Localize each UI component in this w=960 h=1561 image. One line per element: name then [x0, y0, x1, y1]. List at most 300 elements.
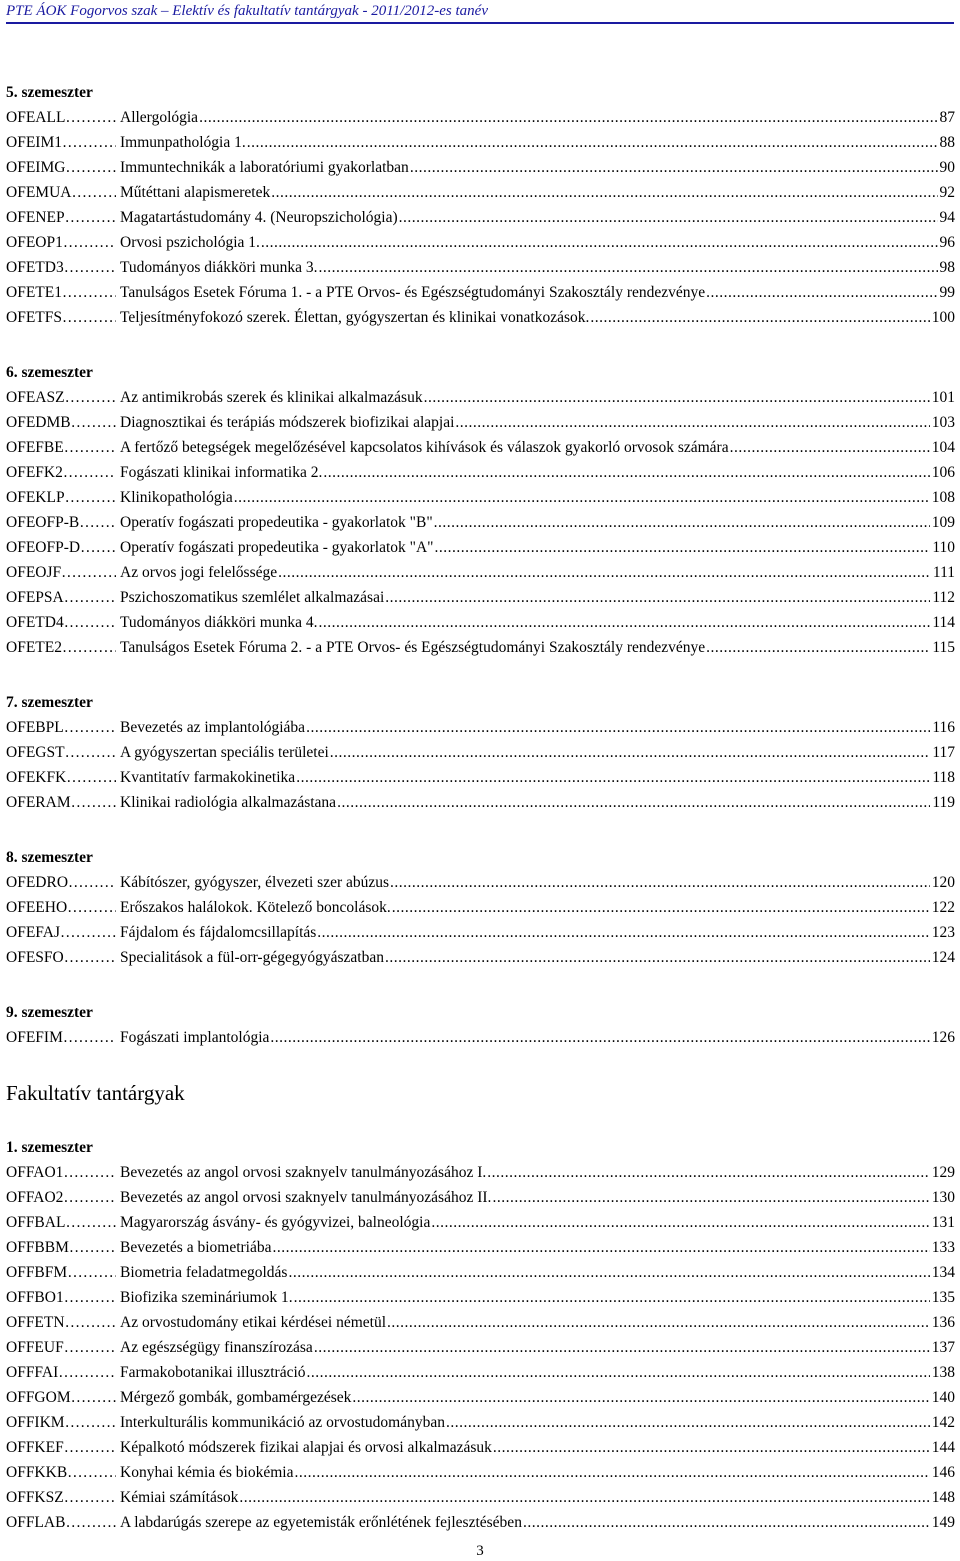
toc-entry[interactable]	[6, 510, 955, 535]
toc-entry[interactable]	[6, 460, 955, 485]
leader-dots	[330, 740, 931, 765]
course-code: OFFBO1	[6, 1289, 64, 1306]
leader-dots	[62, 280, 116, 305]
course-code: OFEOFP-D	[6, 539, 81, 556]
leader-dots	[390, 870, 930, 895]
leader-dots	[67, 1460, 116, 1485]
course-code-column	[6, 180, 116, 205]
toc-entry[interactable]	[6, 870, 955, 895]
course-code: OFFGOM	[6, 1389, 71, 1406]
course-code: OFFBFM	[6, 1264, 68, 1281]
course-code-column	[6, 1360, 116, 1385]
leader-dots	[247, 130, 938, 155]
page-ref: 112	[932, 589, 955, 606]
course-title: A labdarúgás szerepe az egyetemisták erőnlétének fejlesztésében	[120, 1514, 522, 1531]
course-title: Kémiai számítások	[120, 1489, 239, 1506]
page-ref: 123	[931, 924, 955, 941]
course-code-column	[6, 485, 116, 510]
course-code-column	[6, 920, 116, 945]
leader-dots	[65, 1210, 116, 1235]
leader-dots	[63, 1160, 116, 1185]
course-code-column	[6, 1025, 116, 1050]
page-ref: 117	[932, 744, 955, 761]
leader-dots	[399, 205, 938, 230]
leader-dots	[71, 410, 116, 435]
page-number: 3	[476, 1543, 484, 1559]
page-ref: 101	[931, 389, 955, 406]
course-code-column	[6, 1260, 116, 1285]
course-code-column	[6, 205, 116, 230]
course-code-column	[6, 1385, 116, 1410]
course-code: OFEFBE	[6, 439, 64, 456]
leader-dots	[65, 1510, 116, 1535]
leader-dots	[63, 460, 116, 485]
page-ref: 88	[939, 134, 955, 151]
toc-entry[interactable]	[6, 635, 955, 660]
leader-dots	[234, 485, 930, 510]
leader-dots	[492, 1185, 929, 1210]
page-ref: 96	[939, 234, 955, 251]
course-code-column	[6, 280, 116, 305]
toc-entry[interactable]	[6, 610, 955, 635]
course-title: Immuntechnikák a laboratóriumi gyakorlatban	[120, 159, 409, 176]
toc-entry[interactable]	[6, 1185, 955, 1210]
course-title: Allergológia	[120, 109, 199, 126]
course-code-column	[6, 1435, 116, 1460]
page-ref: 114	[932, 614, 955, 631]
page-ref: 99	[939, 284, 955, 301]
leader-dots	[730, 435, 930, 460]
toc-entry[interactable]	[6, 895, 955, 920]
leader-dots	[65, 485, 116, 510]
page-ref: 133	[931, 1239, 955, 1256]
leader-dots	[455, 410, 929, 435]
page-ref: 104	[931, 439, 955, 456]
course-title: Interkulturális kommunikáció az orvostudományban	[120, 1414, 445, 1431]
course-code-column	[6, 1285, 116, 1310]
course-title: Operatív fogászati propedeutika - gyakorlatok "B"	[120, 514, 433, 531]
toc-entry[interactable]	[6, 560, 955, 585]
page-ref: 140	[931, 1389, 955, 1406]
semester-heading: 5. szemeszter	[6, 84, 93, 101]
toc-entry[interactable]	[6, 180, 955, 205]
leader-dots	[706, 280, 937, 305]
toc-entry[interactable]	[6, 765, 955, 790]
toc-entry[interactable]	[6, 1210, 955, 1235]
page-ref: 144	[931, 1439, 955, 1456]
leader-dots	[487, 1160, 929, 1185]
toc-entry[interactable]	[6, 1160, 955, 1185]
course-code: OFFIKM	[6, 1414, 65, 1431]
semester-heading: 8. szemeszter	[6, 849, 93, 866]
leader-dots	[60, 920, 116, 945]
leader-dots	[65, 1410, 116, 1435]
course-code: OFEALL	[6, 109, 66, 126]
toc-entry[interactable]	[6, 305, 955, 330]
course-code-column	[6, 460, 116, 485]
course-title: Pszichoszomatikus szemlélet alkalmazásai	[120, 589, 385, 606]
course-code-column	[6, 105, 116, 130]
course-title: Diagnosztikai és terápiás módszerek biofizikai alapjai	[120, 414, 455, 431]
course-code: OFFBAL	[6, 1214, 66, 1231]
course-code: OFFFAI	[6, 1364, 59, 1381]
course-title: Biometria feladatmegoldás	[120, 1264, 288, 1281]
page-ref: 118	[932, 769, 955, 786]
course-title: Immunpathológia 1.	[120, 134, 246, 151]
course-title: Magatartástudomány 4. (Neuropszichológia)	[120, 209, 398, 226]
course-title: Fogászati klinikai informatika 2.	[120, 464, 323, 481]
page-ref: 100	[931, 309, 955, 326]
page-ref: 130	[931, 1189, 955, 1206]
course-title: Az orvostudomány etikai kérdései németül	[120, 1314, 387, 1331]
toc-entry[interactable]	[6, 1385, 955, 1410]
leader-dots	[63, 1025, 116, 1050]
course-code: OFESFO	[6, 949, 64, 966]
leader-dots	[493, 1435, 930, 1460]
course-code-column	[6, 230, 116, 255]
course-code: OFFKSZ	[6, 1489, 64, 1506]
course-code-column	[6, 385, 116, 410]
course-title: Bevezetés az implantológiába	[120, 719, 306, 736]
course-code-column	[6, 715, 116, 740]
leader-dots	[270, 1025, 929, 1050]
leader-dots	[64, 255, 116, 280]
toc-entry[interactable]	[6, 920, 955, 945]
toc-entry[interactable]	[6, 1460, 955, 1485]
semester-heading: 9. szemeszter	[6, 1004, 93, 1021]
course-code-column	[6, 635, 116, 660]
course-title: A gyógyszertan speciális területei	[120, 744, 329, 761]
page-ref: 110	[932, 539, 955, 556]
leader-dots	[71, 1385, 116, 1410]
course-title: Fogászati implantológia	[120, 1029, 270, 1046]
course-code-column	[6, 1335, 116, 1360]
course-code: OFEKLP	[6, 489, 65, 506]
course-code-column	[6, 740, 116, 765]
leader-dots	[385, 945, 930, 970]
course-title: Fájdalom és fájdalomcsillapítás	[120, 924, 317, 941]
toc-entry[interactable]	[6, 1025, 955, 1050]
toc-entry[interactable]	[6, 485, 955, 510]
toc-entry[interactable]	[6, 130, 955, 155]
leader-dots	[62, 305, 116, 330]
course-code-column	[6, 560, 116, 585]
course-code: OFEEHO	[6, 899, 68, 916]
toc-entry[interactable]	[6, 740, 955, 765]
toc-entry[interactable]	[6, 1335, 955, 1360]
page-ref: 111	[932, 564, 955, 581]
course-title: Mérgező gombák, gombamérgezések	[120, 1389, 352, 1406]
course-code: OFEFIM	[6, 1029, 63, 1046]
course-code: OFETD3	[6, 259, 64, 276]
leader-dots	[64, 585, 116, 610]
page-ref: 120	[931, 874, 955, 891]
course-code: OFEGST	[6, 744, 65, 761]
course-code: OFEIMG	[6, 159, 66, 176]
leader-dots	[314, 1335, 930, 1360]
toc-entry[interactable]	[6, 230, 955, 255]
course-title: A fertőző betegségek megelőzésével kapcsolatos kihívások és válaszok gyakorló orvosok számára	[120, 439, 729, 456]
toc-entry[interactable]	[6, 155, 955, 180]
page-ref: 138	[931, 1364, 955, 1381]
course-code: OFFKKB	[6, 1464, 68, 1481]
course-code-column	[6, 765, 116, 790]
toc-entry[interactable]	[6, 385, 955, 410]
course-title: Bevezetés az angol orvosi szaknyelv tanulmányozásához II.	[120, 1189, 492, 1206]
course-code-column	[6, 435, 116, 460]
course-code: OFERAM	[6, 794, 71, 811]
leader-dots	[65, 1310, 116, 1335]
course-title: Bevezetés az angol orvosi szaknyelv tanulmányozásához I.	[120, 1164, 487, 1181]
leader-dots	[323, 460, 929, 485]
course-code-column	[6, 130, 116, 155]
course-code-column	[6, 1210, 116, 1235]
course-code-column	[6, 1510, 116, 1535]
leader-dots	[71, 180, 116, 205]
course-code-column	[6, 535, 116, 560]
course-code-column	[6, 1160, 116, 1185]
leader-dots	[523, 1510, 930, 1535]
page-ref: 90	[939, 159, 955, 176]
leader-dots	[65, 740, 116, 765]
course-code-column	[6, 1185, 116, 1210]
course-title: Az orvos jogi felelőssége	[120, 564, 278, 581]
leader-dots	[65, 205, 116, 230]
course-title: Erőszakos halálokok. Kötelező boncolások.	[120, 899, 391, 916]
leader-dots	[288, 1260, 929, 1285]
course-code: OFEOFP-B	[6, 514, 80, 531]
toc-entry[interactable]	[6, 435, 955, 460]
leader-dots	[296, 765, 930, 790]
toc-entry[interactable]	[6, 585, 955, 610]
course-code-column	[6, 155, 116, 180]
running-header: PTE ÁOK Fogorvos szak – Elektív és fakultatív tantárgyak - 2011/2012-es tanév	[6, 3, 954, 24]
course-title: Tudományos diákköri munka 4.	[120, 614, 318, 631]
course-code: OFETFS	[6, 309, 62, 326]
course-code: OFFETN	[6, 1314, 65, 1331]
course-code-column	[6, 1485, 116, 1510]
leader-dots	[68, 870, 116, 895]
page-ref: 115	[932, 639, 955, 656]
course-code-column	[6, 790, 116, 815]
course-title: Specialitások a fül-orr-gégegyógyászatban	[120, 949, 384, 966]
leader-dots	[64, 945, 116, 970]
leader-dots	[435, 535, 931, 560]
page-ref: 142	[931, 1414, 955, 1431]
page-ref: 122	[931, 899, 955, 916]
course-code-column	[6, 305, 116, 330]
course-code: OFFKEF	[6, 1439, 64, 1456]
leader-dots	[239, 1485, 929, 1510]
toc-entry[interactable]	[6, 1410, 955, 1435]
page-ref: 87	[939, 109, 955, 126]
leader-dots	[64, 1435, 116, 1460]
course-title: Tudományos diákköri munka 3.	[120, 259, 318, 276]
toc-entry[interactable]	[6, 1485, 955, 1510]
leader-dots	[64, 715, 116, 740]
course-title: Bevezetés a biometriába	[120, 1239, 272, 1256]
leader-dots	[80, 535, 116, 560]
leader-dots	[352, 1385, 929, 1410]
page-ref: 134	[931, 1264, 955, 1281]
leader-dots	[424, 385, 930, 410]
course-title: Operatív fogászati propedeutika - gyakorlatok "A"	[120, 539, 434, 556]
course-code: OFFAO2	[6, 1189, 64, 1206]
leader-dots	[306, 715, 930, 740]
leader-dots	[69, 1235, 116, 1260]
leader-dots	[64, 610, 116, 635]
leader-dots	[706, 635, 930, 660]
course-title: Az antimikrobás szerek és klinikai alkalmazásuk	[120, 389, 423, 406]
course-title: Tanulságos Esetek Fóruma 1. - a PTE Orvos- és Egészségtudományi Szakosztály rendezvénye	[120, 284, 706, 301]
leader-dots	[67, 1260, 116, 1285]
course-code-column	[6, 870, 116, 895]
course-title: Orvosi pszichológia 1.	[120, 234, 260, 251]
leader-dots	[317, 920, 929, 945]
leader-dots	[58, 1360, 116, 1385]
course-code: OFEBPL	[6, 719, 64, 736]
toc-entry[interactable]	[6, 790, 955, 815]
leader-dots	[431, 1210, 929, 1235]
course-code: OFFLAB	[6, 1514, 66, 1531]
page-ref: 124	[931, 949, 955, 966]
course-title: Kvantitatív farmakokinetika	[120, 769, 296, 786]
course-title: Az egészségügy finanszírozása	[120, 1339, 313, 1356]
course-code: OFEASZ	[6, 389, 65, 406]
toc-entry[interactable]	[6, 1285, 955, 1310]
leader-dots	[385, 585, 930, 610]
course-code: OFEOJF	[6, 564, 62, 581]
course-title: Farmakobotanikai illusztráció	[120, 1364, 306, 1381]
course-code: OFEPSA	[6, 589, 64, 606]
leader-dots	[65, 105, 116, 130]
toc-entry[interactable]	[6, 945, 955, 970]
page-ref: 137	[931, 1339, 955, 1356]
page-ref: 119	[932, 794, 955, 811]
course-code: OFEDMB	[6, 414, 71, 431]
page-ref: 126	[931, 1029, 955, 1046]
leader-dots	[387, 1310, 930, 1335]
course-code: OFEDRO	[6, 874, 69, 891]
course-title: Képalkotó módszerek fizikai alapjai és orvosi alkalmazásuk	[120, 1439, 492, 1456]
course-code: OFENEP	[6, 209, 65, 226]
page-ref: 103	[931, 414, 955, 431]
leader-dots	[64, 1285, 116, 1310]
toc-entry[interactable]	[6, 1435, 955, 1460]
course-code-column	[6, 255, 116, 280]
toc-entry[interactable]	[6, 1310, 955, 1335]
page-ref: 116	[932, 719, 955, 736]
page-ref: 148	[931, 1489, 955, 1506]
course-code-column	[6, 945, 116, 970]
page-ref: 109	[931, 514, 955, 531]
leader-dots	[434, 510, 930, 535]
leader-dots	[65, 155, 116, 180]
page-ref: 108	[931, 489, 955, 506]
leader-dots	[66, 765, 116, 790]
toc-entry[interactable]	[6, 1360, 955, 1385]
toc-entry[interactable]	[6, 1235, 955, 1260]
course-code-column	[6, 1235, 116, 1260]
leader-dots	[64, 1335, 116, 1360]
semester-heading: 7. szemeszter	[6, 694, 93, 711]
page-ref: 129	[931, 1164, 955, 1181]
course-code-column	[6, 1410, 116, 1435]
page-ref: 149	[931, 1514, 955, 1531]
course-code: OFETE1	[6, 284, 62, 301]
course-code: OFFBBM	[6, 1239, 69, 1256]
leader-dots	[65, 385, 116, 410]
leader-dots	[272, 1235, 929, 1260]
leader-dots	[307, 1360, 930, 1385]
course-code: OFEKFK	[6, 769, 67, 786]
course-code: OFEIM1	[6, 134, 62, 151]
leader-dots	[61, 560, 116, 585]
course-code-column	[6, 410, 116, 435]
page-ref: 135	[931, 1289, 955, 1306]
course-code: OFEFK2	[6, 464, 63, 481]
leader-dots	[62, 635, 116, 660]
course-title: Kábítószer, gyógyszer, élvezeti szer abúzus	[120, 874, 390, 891]
toc-entry[interactable]	[6, 410, 955, 435]
leader-dots	[337, 790, 930, 815]
course-code: OFETE2	[6, 639, 62, 656]
leader-dots	[79, 510, 116, 535]
course-code: OFFAO1	[6, 1164, 64, 1181]
toc-entry[interactable]	[6, 535, 955, 560]
leader-dots	[294, 1285, 930, 1310]
course-code-column	[6, 510, 116, 535]
course-code-column	[6, 1460, 116, 1485]
page-ref: 92	[939, 184, 955, 201]
toc-entry[interactable]	[6, 715, 955, 740]
course-title: Klinikai radiológia alkalmazástana	[120, 794, 337, 811]
course-code: OFETD4	[6, 614, 64, 631]
leader-dots	[63, 1185, 116, 1210]
course-title: Műtéttani alapismeretek	[120, 184, 271, 201]
page-ref: 146	[931, 1464, 955, 1481]
toc-entry[interactable]	[6, 1510, 955, 1535]
course-code-column	[6, 585, 116, 610]
leader-dots	[64, 435, 116, 460]
page-ref: 131	[931, 1214, 955, 1231]
course-code-column	[6, 895, 116, 920]
leader-dots	[590, 305, 929, 330]
course-title: Biofizika szemináriumok 1.	[120, 1289, 293, 1306]
toc-entry[interactable]	[6, 255, 955, 280]
leader-dots	[410, 155, 938, 180]
leader-dots	[278, 560, 931, 585]
toc-entry[interactable]	[6, 205, 955, 230]
toc-entry[interactable]	[6, 105, 955, 130]
course-code: OFEOP1	[6, 234, 63, 251]
semester-heading: 6. szemeszter	[6, 364, 93, 381]
course-code: OFFEUF	[6, 1339, 64, 1356]
course-code-column	[6, 1310, 116, 1335]
toc-entry[interactable]	[6, 1260, 955, 1285]
leader-dots	[62, 130, 116, 155]
leader-dots	[318, 255, 937, 280]
leader-dots	[318, 610, 930, 635]
leader-dots	[392, 895, 930, 920]
course-title: Klinikopathológia	[120, 489, 233, 506]
course-code: OFEMUA	[6, 184, 72, 201]
leader-dots	[71, 790, 116, 815]
page-ref: 106	[931, 464, 955, 481]
toc-entry[interactable]	[6, 280, 955, 305]
course-code-column	[6, 610, 116, 635]
semester-heading: 1. szemeszter	[6, 1139, 93, 1156]
